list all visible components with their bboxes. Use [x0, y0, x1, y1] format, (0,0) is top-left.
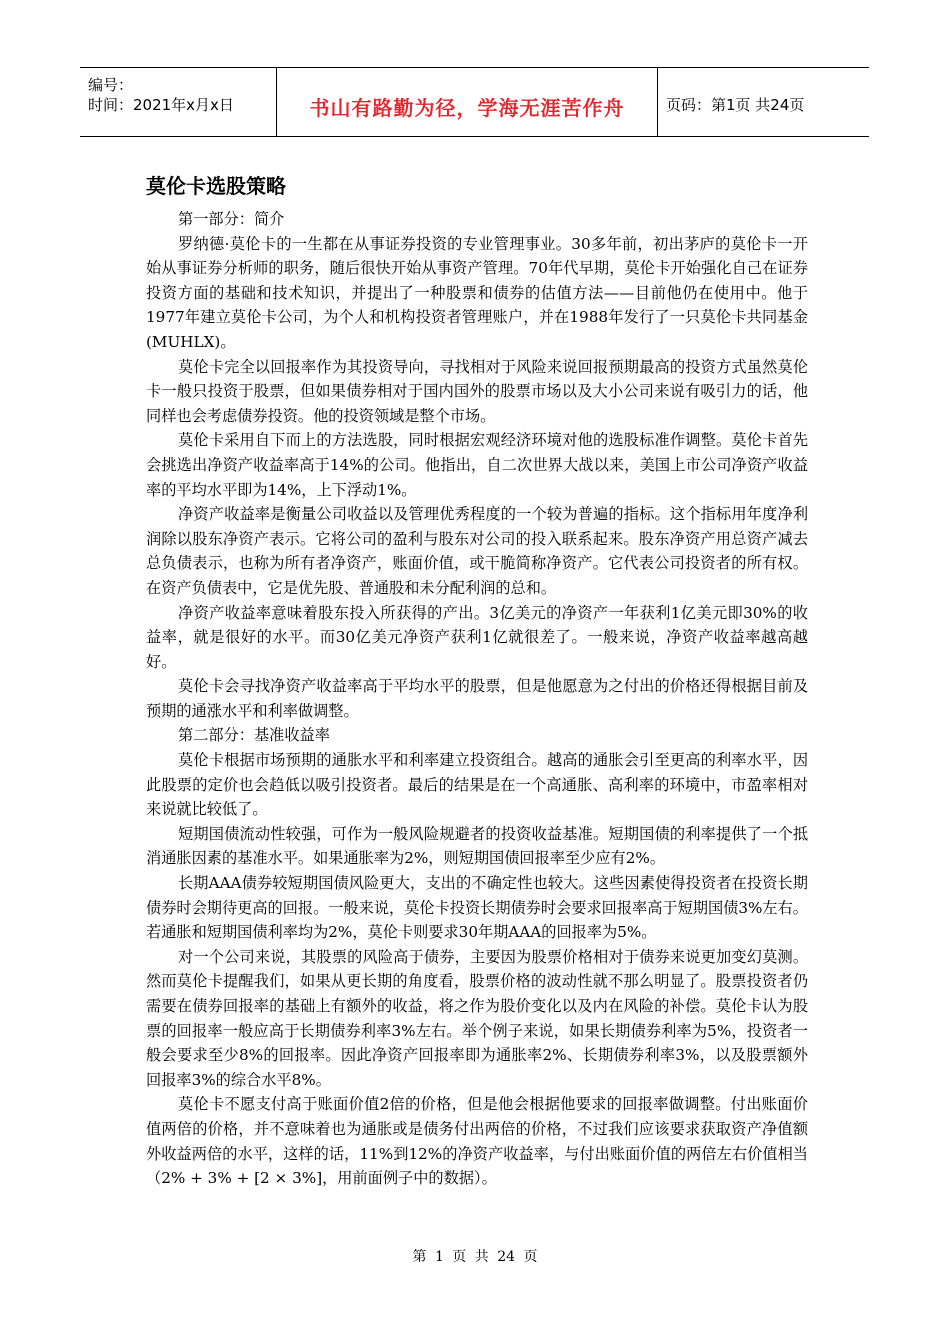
page-footer: 第 1 页 共 24 页	[412, 1249, 538, 1265]
section-heading: 第二部分：基准收益率	[178, 726, 330, 745]
paragraph: 莫伦卡采用自下而上的方法选股，同时根据宏观经济环境对他的选股标准作调整。莫伦卡首先会挑选出净资产收益率高于14%的公司。他指出，自二次世界大战以来，美国上市公司净资产收益率的平均水平即为14%，上下浮动1%。	[146, 431, 808, 499]
paragraph: 净资产收益率是衡量公司收益以及管理优秀程度的一个较为普遍的指标。这个指标用年度净利润除以股东净资产表示。它将公司的盈利与股东对公司的投入联系起来。股东净资产用总资产减去总负债表示，也称为所有者净资产，账面价值，或干脆简称净资产。它代表公司投资者的所有权。在资产负债表中，它是优先股、普通股和未分配利润的总和。	[146, 505, 808, 597]
paragraph: 莫伦卡根据市场预期的通胀水平和利率建立投资组合。越高的通胀会引至更高的利率水平，因此股票的定价也会趋低以吸引投资者。最后的结果是在一个高通胀、高利率的环境中，市盈率相对来说就比较低了。	[146, 751, 808, 819]
paragraph: 罗纳德·莫伦卡的一生都在从事证券投资的专业管理事业。30多年前，初出茅庐的莫伦卡一开始从事证券分析师的职务，随后很快开始从事资产管理。70年代早期，莫伦卡开始强化自己在证券投资方面的基础和技术知识，并提出了一种股票和债券的估值方法——目前他仍在使用中。他于1977年建立莫伦卡公司，为个人和机构投资者管理账户，并在1988年发行了一只莫伦卡共同基金(MUHLX)。	[146, 234, 808, 351]
paragraph: 对一个公司来说，其股票的风险高于债券，主要因为股票价格相对于债券来说更加变幻莫测。然而莫伦卡提醒我们，如果从更长期的角度看，股票价格的波动性就不那么明显了。股票投资者仍需要在债券回报率的基础上有额外的收益，将之作为股价变化以及内在风险的补偿。莫伦卡认为股票的回报率一般应高于长期债券利率3%左右。举个例子来说，如果长期债券利率为5%，投资者一般会要求至少8%的回报率。因此净资产回报率即为通胀率2%、长期债券利率3%，以及股票额外回报率3%的综合水平8%。	[146, 947, 808, 1089]
paragraph: 莫伦卡会寻找净资产收益率高于平均水平的股票，但是他愿意为之付出的价格还得根据目前及预期的通涨水平和利率做调整。	[146, 677, 808, 720]
header-motto-cell	[277, 68, 658, 136]
paragraph: 长期AAA债券较短期国债风险更大，支出的不确定性也较大。这些因素使得投资者在投资长期债券时会期待更高的回报。一般来说，莫伦卡投资长期债券时会要求回报率高于短期国债3%左右。若通胀和短期国债利率均为2%，莫伦卡则要求30年期AAA的回报率为5%。	[146, 874, 808, 942]
header-motto: 书山有路勤为径，学海无涯苦作舟	[309, 96, 625, 120]
paragraph: 莫伦卡完全以回报率作为其投资导向，寻找相对于风险来说回报预期最高的投资方式虽然莫伦卡一般只投资于股票，但如果债券相对于国内国外的股票市场以及大小公司来说有吸引力的话，他同样也会考虑债券投资。他的投资领域是整个市场。	[146, 357, 808, 425]
header-number-label: 编号：	[88, 76, 134, 94]
paragraph: 莫伦卡不愿支付高于账面价值2倍的价格，但是他会根据他要求的回报率做调整。付出账面价值两倍的价格，并不意味着也为通胀或是债务付出两倍的价格，不过我们应该要求获取资产净值额外收益两倍的水平，这样的话，11%到12%的净资产收益率，与付出账面价值的两倍左右价值相当（2% + 3% + [2 × 3%]，用前面例子中的数据）。	[146, 1095, 808, 1188]
header-meta-cell	[80, 68, 277, 136]
paragraph: 净资产收益率意味着股东投入所获得的产出。3亿美元的净资产一年获利1亿美元即30%的收益率，就是很好的水平。而30亿美元净资产获利1亿就很差了。一般来说，净资产收益率越高越好。	[146, 603, 808, 671]
header-date: 时间：2021年x月x日	[88, 96, 234, 114]
header-page-cell	[658, 68, 869, 136]
page-header	[80, 67, 869, 137]
header-page-info: 页码：第1页 共24页	[666, 96, 805, 114]
section-heading: 第一部分：简介	[178, 210, 285, 228]
document-body	[146, 207, 808, 1191]
paragraph: 短期国债流动性较强，可作为一般风险规避者的投资收益基准。短期国债的利率提供了一个抵消通胀因素的基准水平。如果通胀率为2%，则短期国债回报率至少应有2%。	[146, 824, 808, 868]
document-title: 莫伦卡选股策略	[146, 174, 286, 198]
